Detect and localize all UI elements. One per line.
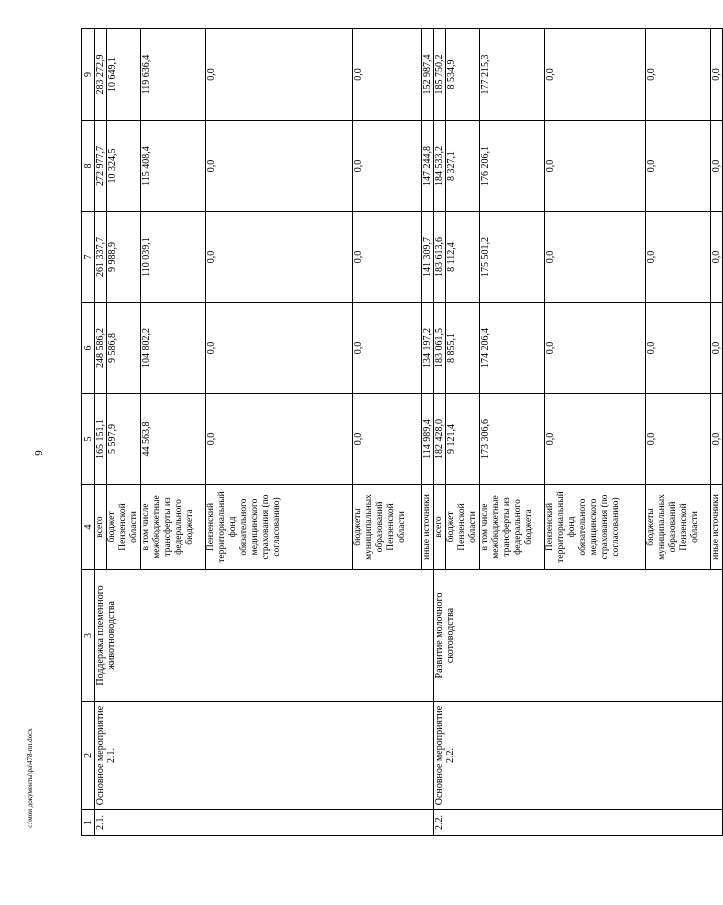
value-cell: 0,0 [545, 121, 646, 212]
value-cell: 10 324,5 [107, 121, 141, 212]
value-cell: 147 244,8 [422, 121, 434, 212]
table-row [434, 29, 446, 836]
value-cell: 182 428,0 [434, 394, 446, 485]
value-cell: 0,0 [646, 394, 711, 485]
value-cell: 173 306,6 [480, 394, 545, 485]
value-cell: 8 534,9 [446, 29, 480, 121]
column-header-7: 7 [82, 212, 95, 303]
value-cell: 0,0 [206, 29, 353, 121]
value-cell: 5 597,9 [107, 394, 141, 485]
column-header-3: 3 [82, 570, 95, 702]
event-name: Поддержка племенного животноводства [95, 570, 434, 702]
funding-source: иные источники [711, 485, 723, 570]
value-cell: 141 309,7 [422, 212, 434, 303]
value-cell: 283 272,9 [95, 29, 107, 121]
value-cell: 8 327,1 [446, 121, 480, 212]
column-header-8: 8 [82, 121, 95, 212]
value-cell: 104 802,2 [141, 303, 206, 394]
table-row [95, 29, 107, 836]
value-cell: 0,0 [711, 29, 723, 121]
column-header-9: 9 [82, 29, 95, 121]
funding-source: в том числе межбюджетные трансферты из федерального бюджета [480, 485, 545, 570]
column-header-5: 5 [82, 394, 95, 485]
funding-source: бюджет Пензенской области [446, 485, 480, 570]
value-cell: 119 636,4 [141, 29, 206, 121]
value-cell: 8 112,4 [446, 212, 480, 303]
funding-source: иные источники [422, 485, 434, 570]
funding-source: в том числе межбюджетные трансферты из федерального бюджета [141, 485, 206, 570]
value-cell: 0,0 [646, 29, 711, 121]
column-header-1: 1 [82, 810, 95, 836]
value-cell: 0,0 [711, 121, 723, 212]
value-cell: 0,0 [353, 303, 422, 394]
value-cell: 9 586,8 [107, 303, 141, 394]
value-cell: 0,0 [711, 212, 723, 303]
value-cell: 0,0 [206, 303, 353, 394]
funding-source: бюджеты муниципальных образований Пензенской области [353, 485, 422, 570]
value-cell: 10 649,1 [107, 29, 141, 121]
value-cell: 0,0 [545, 394, 646, 485]
value-cell: 0,0 [646, 212, 711, 303]
value-cell: 272 977,7 [95, 121, 107, 212]
funding-source: всего [95, 485, 107, 570]
value-cell: 115 408,4 [141, 121, 206, 212]
value-cell: 152 987,4 [422, 29, 434, 121]
value-cell: 261 337,7 [95, 212, 107, 303]
value-cell: 0,0 [646, 303, 711, 394]
value-cell: 185 750,2 [434, 29, 446, 121]
value-cell: 0,0 [353, 121, 422, 212]
value-cell: 0,0 [545, 29, 646, 121]
value-cell: 9 988,9 [107, 212, 141, 303]
event-name: Развитие молочного скотоводства [434, 570, 723, 702]
value-cell: 0,0 [353, 212, 422, 303]
value-cell: 0,0 [646, 121, 711, 212]
page-number: 6 [32, 450, 44, 456]
value-cell: 0,0 [711, 394, 723, 485]
value-cell: 0,0 [353, 394, 422, 485]
value-cell: 165 151,1 [95, 394, 107, 485]
value-cell: 0,0 [545, 303, 646, 394]
column-header-6: 6 [82, 303, 95, 394]
event-title: Основное мероприятие 2.2. [434, 702, 723, 810]
column-header-2: 2 [82, 702, 95, 810]
value-cell: 183 613,6 [434, 212, 446, 303]
value-cell: 110 039,1 [141, 212, 206, 303]
funding-source: Пензенский территориальный фонд обязательного медицинского страхования (по согласованию) [545, 485, 646, 570]
value-cell: 183 061,5 [434, 303, 446, 394]
value-cell: 9 121,4 [446, 394, 480, 485]
rotated-table-area [81, 29, 722, 836]
value-cell: 184 533,2 [434, 121, 446, 212]
value-cell: 175 501,2 [480, 212, 545, 303]
value-cell: 248 586,2 [95, 303, 107, 394]
footer-path: c:\мои документы\ра\478-пп.docx [26, 728, 34, 828]
event-number: 2.2. [434, 810, 723, 836]
value-cell: 0,0 [206, 121, 353, 212]
value-cell: 176 206,1 [480, 121, 545, 212]
value-cell: 0,0 [711, 303, 723, 394]
value-cell: 0,0 [206, 212, 353, 303]
funding-source: всего [434, 485, 446, 570]
value-cell: 0,0 [353, 29, 422, 121]
value-cell: 0,0 [545, 212, 646, 303]
value-cell: 114 989,4 [422, 394, 434, 485]
value-cell: 8 855,1 [446, 303, 480, 394]
value-cell: 174 206,4 [480, 303, 545, 394]
value-cell: 0,0 [206, 394, 353, 485]
funding-source: бюджет Пензенской области [107, 485, 141, 570]
funding-source: бюджеты муниципальных образований Пензенской области [646, 485, 711, 570]
value-cell: 44 563,8 [141, 394, 206, 485]
value-cell: 134 197,2 [422, 303, 434, 394]
funding-source: Пензенский территориальный фонд обязательного медицинского страхования (по согласованию) [206, 485, 353, 570]
budget-table [81, 28, 723, 836]
event-title: Основное мероприятие 2.1. [95, 702, 434, 810]
header-row [82, 29, 95, 836]
event-number: 2.1. [95, 810, 434, 836]
value-cell: 177 215,3 [480, 29, 545, 121]
column-header-4: 4 [82, 485, 95, 570]
